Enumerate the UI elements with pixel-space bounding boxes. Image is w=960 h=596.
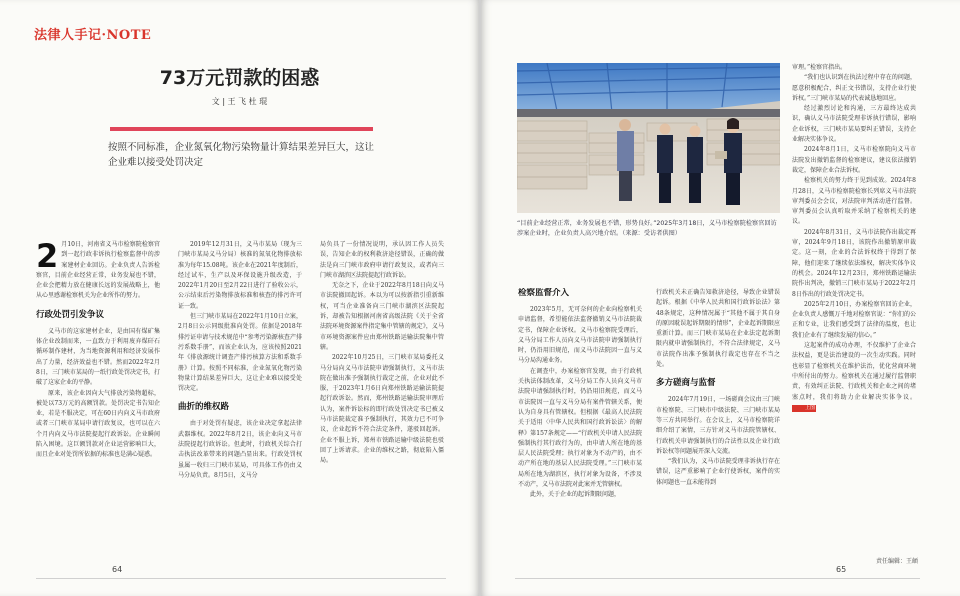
paragraph: 原来，该企业因向大气排放污染物超标，被处以73万元的高额罚款。处罚决定书告知企业，若是不服决定，可在60日内向义马市政府或者三门峡市某局申请行政复议，也可以在六个月内向义马市法院提起行政诉讼。企业瞬间陷入困境。这巨额罚款对企业运营影响巨大，而且企业对处罚所依据的标准也是满心疑惑。 [36,389,160,459]
section-heading: 行政处罚引发争议 [36,309,105,320]
paragraph: 经过激烈讨论和沟通，三方最终达成共识，确认义马市法院受理非诉执行错误，影响企业诉权，三门峡市某局要纠正错误，支持企业解决实体争议。 [792,105,916,144]
photo-caption: “目前企业经营正常，业务发展也不错，形势良好。”2025年3月18日，义马市检察院检察官回访涉案企业时，企业负责人高兴地介绍。（来源：受访者供图） [517,220,777,237]
paragraph: “我们也认识到在执法过程中存在的问题，愿意积极配合，纠正文书错误，支持企业行使诉权。”三门峡市某局的代表诚恳地回应。 [792,74,916,102]
section-heading: 多方磋商与监督 [656,378,716,389]
title-divider [110,127,373,131]
footer-rule [515,578,920,579]
section-heading: 曲折的维权路 [178,402,230,413]
paragraph: 2022年10月25日，三门峡市某局委托义马分局向义马市法院申请强制执行，义马市法院在做出准予强制执行裁定之前，企业对此不服，于2023年1月6日向郑州铁路运输法院提起行政诉讼。然而，郑州铁路运输法院审理后认为，案件诉讼标的即行政处罚决定书已被义马市法院裁定准予强制执行，其效力已不可争议，企业起诉不符合法定条件，遂驳回起诉。企业不服上诉，郑州市铁路运输中级法院也驳回了上诉请求。企业的维权之路，彻底陷入僵局。 [320,354,444,465]
paragraph: 2019年12月31日，义马市某局（现为三门峡市某局义马分局）核准的氮氧化物排放标准为每年15.08吨。该企业在2021年度制后，经过试车，生产以及环保设施升级改造，于2022年1月20日至2月22日进行了验收公示，公示结束后污染物排放标准和核查的排污许可证一致。 [178,241,302,310]
left-column-3 [320,240,444,560]
article-deck: 按照不同标准，企业氮氧化物污染物量计算结果差异巨大，这让企业难以接受处罚决定 [108,142,375,168]
page-number: 65 [836,565,847,574]
byline: 文 | 王 飞 杜 琨 [211,97,268,106]
section-tag: 法律人手记·NOTE [34,28,152,43]
paragraph: 无奈之下，企业于2022年8月18日向义马市法院撤回起诉。本以为可以按新指引重新维权，可当企业准备向三门峡市湖滨区法院起诉，却被告知根据河南省高级法院《关于全省法院环境资源案件指定集中管辖的规定》，义马市环境资源案件应由郑州铁路运输法院集中管辖。 [320,282,444,351]
editor-credit: 责任编辑：王頔 [876,558,919,565]
person-prosecutor-1 [657,124,673,204]
paragraph: 2 月10日，河南省义马市检察院检察官到一起行政非诉执行检察监督中的涉案建材企业回访。企业负责人告诉检察官，目前企业经营正常，业务发展也不错，企业会把精力放在健康长远的发展战略上，他从心里感谢检察机关为企业所作的努力。 [36,240,160,300]
paragraph: 此外，关于企业的起诉期限问题， [530,491,621,499]
article-photo [517,63,780,213]
paragraph: 局负具了一份情况说明，承认因工作人员失误，告知企业的权利救济途径错误，正确的做法是向三门峡市政府申请行政复议，或者向三门峡市湖滨区法院提起行政诉讼。 [320,241,444,279]
page-number: 64 [112,565,123,574]
right-column-1 [518,288,642,560]
footer-rule [36,578,446,579]
left-page [0,0,479,596]
right-column-3 [792,63,916,560]
paragraph: 在调查中，办案检察官发现，由于行政机关执法体制改革，义马分局工作人员向义马市法院申请强制执行时，仍沿用旧规范，而义马市法院因一直与义马分局有案件管辖关系，便认为自身具有管辖权。但根据《最高人民法院关于适用〈中华人民共和国行政诉讼法〉的解释》第157条规定——“行政机关申请人民法院强制执行其行政行为的，由申请人所在地的基层人民法院受理；执行对象为不动产的，由不动产所在地的基层人民法院受理。”三门峡市某局所在地为湖滨区，执行对象为设备，不涉及不动产，义马市法院对此案并无管辖权。 [518,367,642,489]
paragraph: 由于对处罚有疑虑，该企业决定拿起法律武器维权。2022年8月2日，该企业向义马市法院提起行政诉讼。但此时，行政机关综合打击执法改革带来的问题凸显出来。行政处罚权虽属一收归三门峡市某局，可具体工作仍由义马分局负责。8月5日，义马分 [178,420,302,479]
left-column-2 [178,240,302,560]
paragraph: 2023年5月，无可奈何的企业向检察机关申请监督，希望能依法监督撤销义马市法院裁定书，保障企业诉权。义马市检察院受理后，义马分局工作人员向义马市法院申请强制执行时，仍沿用旧规范，而义马市法院因一直与义马分局沟通业务。 [518,306,642,365]
brick-factory-photo [517,63,780,213]
paragraph: 2024年8月31日，义马市法院作出裁定再审，2024年9月18日，该院作出撤销原审裁定。这一刻，企业的合法诉权终于得到了保障，他们迎来了继续依法维权，解决实体争议的机会。2024年12月23日，郑州铁路运输法院作出判决，撤销三门峡市某局于2022年2月8日作出的行政处罚决定书。 [792,228,916,298]
paragraph: 这起案件的成功办理，不仅维护了企业合法权益，更是法治建设的一次生动实践。同时也彰显了检察机关在维护法治，优化营商环境中所付出的努力。检察机关在通过履行监督职责，有效纠正法院、行政机关和企业之间的堵塞点时，我们将助力企业解决实体争议。 上图 [792,342,916,411]
paragraph: 行政机关未正确告知救济途径，导致企业错误起诉。根据《中华人民共和国行政诉讼法》第48条规定，这种情况属于“其他不属于其自身的原因耽误起诉期限的情形”，企业起诉期限应重新计算。而三门峡市某局在企业法定起诉期限内就申请强制执行，不符合法律规定，义马市法院作出准予强制执行裁定也存在不当之处。 [656,289,780,369]
article-title: 73万元罚款的困惑 [159,67,320,89]
paragraph: 检察机关的努力终于见到成效。2024年8月28日，义马市检察院检察长列席义马市法院审判委员会会议，对法院审判活动进行监督。审判委员会认真听取并采纳了检察机关的建议。 [792,177,916,226]
paragraph: “我们认为，义马市法院受理非诉执行存在错误，这严重影响了企业行使诉权，案件的实体问题也一直未能得到 [656,458,780,486]
end-mark: 上图 [792,405,816,412]
section-heading: 检察监督介入 [518,288,570,298]
left-column-1 [36,240,160,560]
paragraph: 2024年8月1日，义马市检察院向义马市法院发出撤销监督的检察建议，建议依法撤销裁定，保障企业合法诉权。 [792,146,916,174]
paragraph: 2024年7月19日，一场磋商会议由三门峡市检察院、三门峡市中级法院、三门峡市某局等三方共同举行。在会议上，义马市检察院详细介绍了案情，三方针对义马市法院管辖权、行政机关申请强制执行的合法性以及企业行政诉讼权等问题展开深入交流。 [656,396,780,455]
dropcap: 2 [36,240,59,275]
paragraph: 义马市的这家建材企业，是由国有煤矿集体企业改制而来，一直致力于利用废弃煤矸石循环制作建材，为当地资源利用和经济发展作出了力量，经济效益也不错。然而2022年2月8日，三门峡市某局的一纸行政处罚决定书，打破了这家企业的平静。 [36,327,160,387]
right-column-2 [656,288,780,560]
person-worker [617,119,634,201]
paragraph: 但三门峡市某局在2022年1月10日立案，2月8日公示同级批准向处罚。依据是2018年排污证申请与技术规范中“参考污染源核查产排污系数手册”，而该企业认为，应该按照2021年《排放源统计调查产排污核算方法和系数手册》计算。按照不同标准，企业氮氧化物污染物量计算结果差异巨大，这让企业难以接受处罚决定。 [178,313,302,393]
person-prosecutor-2 [687,126,703,204]
paragraph: 审理。”检察官指出。 [792,64,847,71]
paragraph: 2025年2月10日，办案检察官回访企业，企业负责人感慨万千地对检察官说：“你们的公正和专业，让我们感受到了法律的温度，也让我们企业有了继续发展的信心。” [792,300,916,339]
